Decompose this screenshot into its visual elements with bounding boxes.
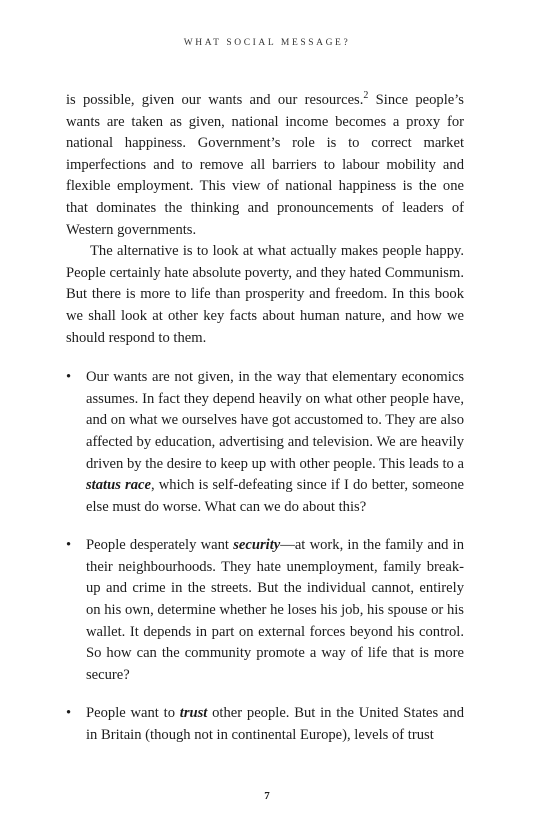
emphasis-term: security	[233, 537, 281, 554]
bullet-item-trust	[66, 703, 464, 746]
paragraph-text-continued: Since people’s wants are taken as given, national income becomes a proxy for national happiness. Government’s role is to correct market imperfections and to remove all barriers to labour mobility and flexible employment. This view of national happiness is the one that dominates the thinking and pronouncements of leaders of Western governments.	[66, 92, 464, 238]
bullet-icon: •	[66, 369, 72, 386]
bullet-text-end: other people. But in the United States and in Britain (though not in continental Europe), levels of trust	[86, 705, 464, 744]
running-head: WHAT SOCIAL MESSAGE?	[183, 38, 351, 48]
body-text	[66, 90, 464, 764]
page-number: 7	[264, 790, 270, 802]
bullet-item-wants	[66, 367, 464, 518]
bullet-item-security	[66, 535, 464, 686]
bullet-icon: •	[66, 705, 72, 722]
paragraph-alternative: The alternative is to look at what actually makes people happy. People certainly hate absolute poverty, and they hated Communism. But there is more to life than prosperity and freedom. In this book we shall look at other key facts about human nature, and how we should respond to them.	[66, 243, 464, 346]
paragraph-continued	[66, 90, 464, 241]
bullet-text: People desperately want	[86, 537, 234, 554]
emphasis-term: status race	[86, 477, 151, 494]
bullet-icon: •	[66, 537, 72, 554]
emphasis-term: trust	[179, 705, 208, 722]
bullet-text-end: , which is self-defeating since if I do better, someone else must do worse. What can we do about this?	[86, 477, 464, 515]
footnote-marker: 2	[363, 90, 369, 101]
bullet-list	[66, 367, 464, 747]
bullet-text-end: —at work, in the family and in their neighbourhoods. They hate unemployment, family break-up and crime in the streets. But the individual cannot, entirely on his own, determine whether he loses his job, his spouse or his wallet. It depends in part on external forces beyond his control. So how can the community promote a way of life that is more secure?	[86, 537, 465, 683]
bullet-text: People want to	[86, 705, 180, 722]
paragraph-text: is possible, given our wants and our resources.	[66, 92, 364, 108]
bullet-text: Our wants are not given, in the way that elementary economics assumes. In fact they depend heavily on what other people have, and on what we ourselves have got accustomed to. They are also affected by education, advertising and television. We are heavily driven by the desire to keep up with other people. This leads to a	[86, 369, 464, 472]
